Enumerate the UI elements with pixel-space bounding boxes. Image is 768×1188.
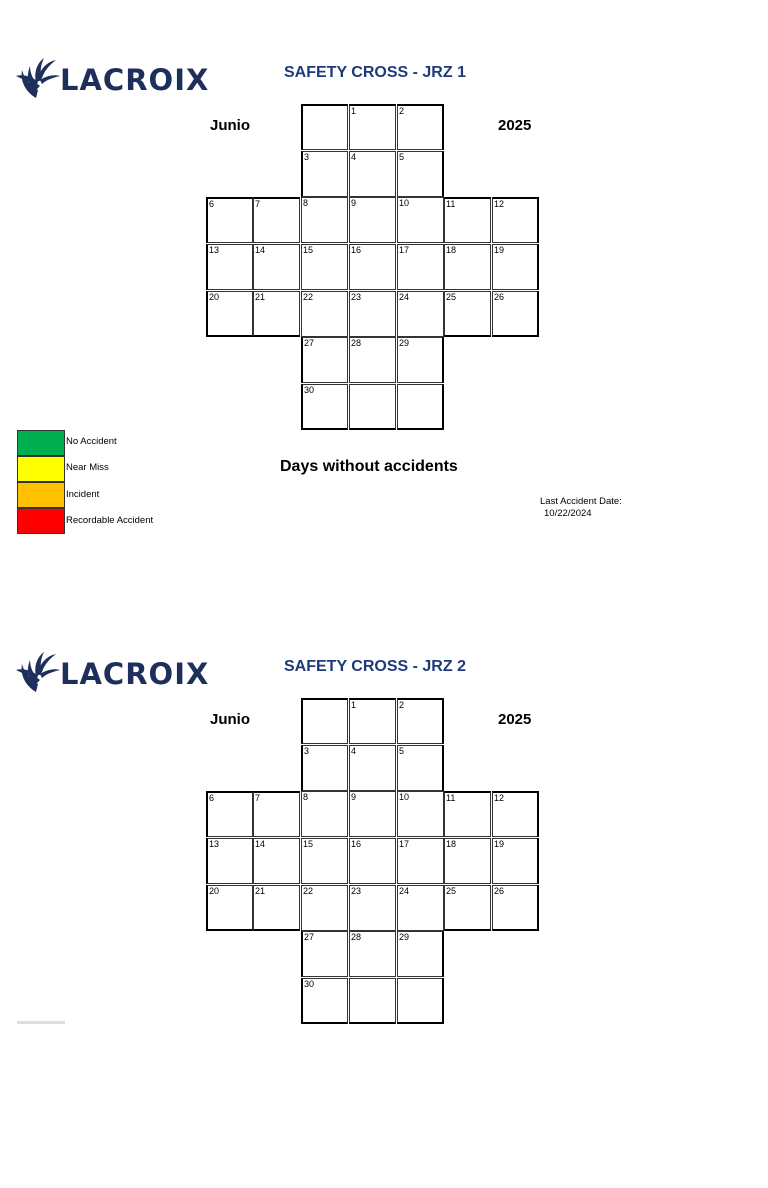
calendar-day-number: 30 [304, 385, 315, 395]
calendar-day-cell[interactable] [492, 885, 539, 931]
calendar-day-cell[interactable] [301, 151, 348, 197]
calendar-day-number: 3 [304, 746, 310, 756]
last-accident-date: 10/22/2024 [544, 508, 592, 519]
logo-text: LACROIX [60, 657, 210, 691]
calendar-day-cell[interactable] [444, 885, 491, 931]
pinwheel-icon [16, 646, 60, 696]
calendar-day-cell[interactable] [444, 244, 491, 290]
calendar-day-number: 4 [351, 152, 357, 162]
calendar-day-cell[interactable] [301, 885, 348, 931]
calendar-day-cell[interactable] [253, 291, 300, 337]
calendar-day-cell[interactable] [206, 885, 253, 931]
calendar-day-number: 16 [351, 839, 362, 849]
calendar-day-cell[interactable] [301, 838, 348, 884]
calendar-day-cell[interactable] [301, 197, 348, 243]
calendar-day-number: 6 [209, 199, 215, 209]
calendar-day-number: 17 [399, 245, 410, 255]
calendar-day-cell[interactable] [397, 244, 444, 290]
calendar-day-cell[interactable] [349, 978, 396, 1024]
calendar-day-number: 27 [304, 932, 315, 942]
calendar-day-cell[interactable] [492, 838, 539, 884]
calendar-day-cell[interactable] [349, 197, 396, 243]
calendar-day-number: 14 [255, 245, 266, 255]
logo-text: LACROIX [60, 63, 210, 97]
calendar-day-number: 29 [399, 932, 410, 942]
calendar-day-cell[interactable] [397, 104, 444, 150]
company-logo [16, 52, 216, 102]
calendar-day-cell[interactable] [301, 337, 348, 383]
calendar-day-cell[interactable] [301, 698, 348, 744]
calendar-day-number: 17 [399, 839, 410, 849]
calendar-day-cell[interactable] [492, 244, 539, 290]
calendar-day-cell[interactable] [206, 791, 253, 837]
calendar-day-cell[interactable] [397, 151, 444, 197]
calendar-day-cell[interactable] [397, 698, 444, 744]
calendar-day-cell[interactable] [206, 244, 253, 290]
calendar-day-number: 19 [494, 245, 505, 255]
calendar-day-number: 21 [255, 292, 266, 302]
calendar-day-cell[interactable] [444, 791, 491, 837]
calendar-day-number: 6 [209, 793, 215, 803]
calendar-day-number: 8 [303, 198, 309, 208]
calendar-day-cell[interactable] [349, 244, 396, 290]
calendar-day-number: 18 [446, 245, 457, 255]
pinwheel-icon [16, 52, 60, 102]
calendar-day-cell[interactable] [397, 791, 444, 837]
calendar-day-cell[interactable] [349, 838, 396, 884]
calendar-day-cell[interactable] [253, 885, 300, 931]
calendar-day-cell[interactable] [301, 104, 348, 150]
calendar-day-cell[interactable] [397, 384, 444, 430]
calendar-day-number: 12 [494, 199, 505, 209]
calendar-day-number: 26 [494, 886, 505, 896]
calendar-day-number: 19 [494, 839, 505, 849]
calendar-day-number: 13 [209, 839, 220, 849]
calendar-day-number: 7 [255, 793, 261, 803]
calendar-day-cell[interactable] [206, 197, 253, 243]
calendar-day-cell[interactable] [397, 197, 444, 243]
year-label: 2025 [498, 117, 532, 134]
calendar-day-cell[interactable] [492, 197, 539, 243]
calendar-day-cell[interactable] [397, 337, 444, 383]
calendar-day-number: 29 [399, 338, 410, 348]
calendar-day-number: 30 [304, 979, 315, 989]
legend-swatch-no-accident [17, 430, 65, 456]
calendar-day-number: 1 [351, 700, 357, 710]
calendar-day-number: 23 [351, 886, 362, 896]
calendar-day-cell[interactable] [492, 291, 539, 337]
calendar-day-cell[interactable] [397, 291, 444, 337]
legend-swatch-incident [17, 482, 65, 508]
calendar-day-cell[interactable] [206, 838, 253, 884]
calendar-day-cell[interactable] [349, 104, 396, 150]
calendar-day-cell[interactable] [349, 291, 396, 337]
year-label: 2025 [498, 711, 532, 728]
calendar-day-number: 10 [399, 198, 410, 208]
calendar-day-cell[interactable] [349, 698, 396, 744]
calendar-day-cell[interactable] [397, 838, 444, 884]
calendar-day-number: 18 [446, 839, 457, 849]
calendar-day-number: 28 [351, 932, 362, 942]
safety-cross-section-2 [0, 594, 768, 1188]
calendar-day-number: 25 [446, 886, 457, 896]
calendar-day-number: 28 [351, 338, 362, 348]
calendar-day-cell[interactable] [349, 885, 396, 931]
calendar-day-number: 13 [209, 245, 220, 255]
month-label: Junio [210, 117, 250, 134]
page-title: SAFETY CROSS - JRZ 1 [284, 64, 466, 81]
legend-label-near-miss: Near Miss [66, 462, 109, 473]
calendar-day-cell[interactable] [349, 151, 396, 197]
calendar-day-cell[interactable] [444, 291, 491, 337]
calendar-day-cell[interactable] [349, 337, 396, 383]
calendar-day-number: 11 [446, 199, 456, 209]
calendar-day-cell[interactable] [253, 791, 300, 837]
calendar-day-number: 25 [446, 292, 457, 302]
calendar-day-number: 9 [351, 198, 357, 208]
calendar-day-cell[interactable] [301, 745, 348, 791]
legend-label-no-accident: No Accident [66, 436, 117, 447]
calendar-day-number: 24 [399, 292, 410, 302]
calendar-day-number: 10 [399, 792, 410, 802]
calendar-day-cell[interactable] [253, 197, 300, 243]
calendar-day-number: 3 [304, 152, 310, 162]
legend-label-incident: Incident [66, 489, 100, 500]
company-logo [16, 646, 216, 696]
calendar-day-number: 23 [351, 292, 362, 302]
calendar-day-number: 21 [255, 886, 266, 896]
calendar-day-number: 20 [209, 886, 220, 896]
calendar-day-cell[interactable] [397, 745, 444, 791]
calendar-day-cell[interactable] [349, 745, 396, 791]
calendar-day-number: 7 [255, 199, 261, 209]
calendar-day-cell[interactable] [301, 384, 348, 430]
calendar-day-number: 22 [303, 292, 314, 302]
calendar-day-cell[interactable] [301, 978, 348, 1024]
calendar-day-cell[interactable] [397, 931, 444, 977]
calendar-day-number: 24 [399, 886, 410, 896]
calendar-day-cell[interactable] [301, 791, 348, 837]
calendar-day-number: 9 [351, 792, 357, 802]
calendar-day-number: 4 [351, 746, 357, 756]
calendar-day-number: 27 [304, 338, 315, 348]
calendar-day-number: 22 [303, 886, 314, 896]
calendar-day-cell[interactable] [444, 197, 491, 243]
calendar-day-cell[interactable] [253, 838, 300, 884]
calendar-day-cell[interactable] [253, 244, 300, 290]
calendar-day-number: 5 [399, 152, 405, 162]
legend-swatch-near-miss [17, 456, 65, 482]
calendar-day-number: 11 [446, 793, 456, 803]
calendar-day-cell[interactable] [301, 244, 348, 290]
calendar-day-number: 1 [351, 106, 357, 116]
calendar-day-number: 2 [399, 700, 405, 710]
legend-swatch-recordable-accident [17, 508, 65, 534]
calendar-day-cell[interactable] [397, 885, 444, 931]
calendar-day-cell[interactable] [301, 931, 348, 977]
calendar-day-number: 5 [399, 746, 405, 756]
calendar-day-number: 12 [494, 793, 505, 803]
month-label: Junio [210, 711, 250, 728]
calendar-day-number: 15 [303, 245, 314, 255]
calendar-day-cell[interactable] [349, 931, 396, 977]
legend-label-recordable-accident: Recordable Accident [66, 515, 154, 526]
calendar-day-cell[interactable] [206, 291, 253, 337]
calendar-day-cell[interactable] [397, 978, 444, 1024]
calendar-day-cell[interactable] [492, 791, 539, 837]
calendar-day-cell[interactable] [444, 838, 491, 884]
calendar-day-number: 16 [351, 245, 362, 255]
calendar-day-number: 26 [494, 292, 505, 302]
last-accident-label: Last Accident Date: [540, 496, 622, 507]
calendar-day-cell[interactable] [349, 384, 396, 430]
days-without-accidents-label: Days without accidents [280, 458, 458, 475]
calendar-day-number: 8 [303, 792, 309, 802]
calendar-day-number: 2 [399, 106, 405, 116]
calendar-day-cell[interactable] [301, 291, 348, 337]
calendar-day-cell[interactable] [349, 791, 396, 837]
calendar-day-number: 15 [303, 839, 314, 849]
page-title: SAFETY CROSS - JRZ 2 [284, 658, 466, 675]
calendar-day-number: 20 [209, 292, 220, 302]
calendar-day-number: 14 [255, 839, 266, 849]
